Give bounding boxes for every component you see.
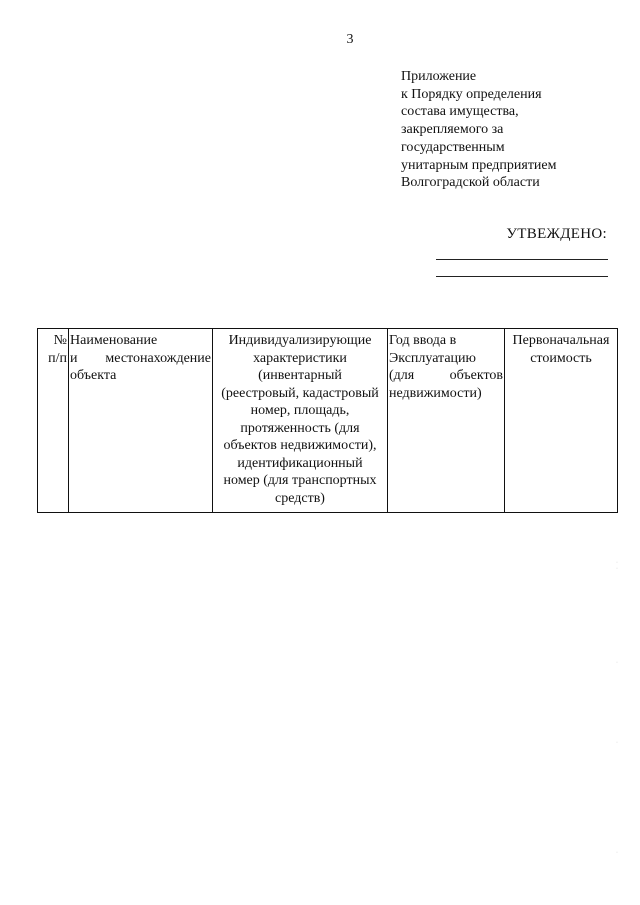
page-number: 3 <box>346 32 354 47</box>
header-line: характеристики <box>253 350 347 366</box>
header-name <box>69 329 213 513</box>
header-line: (реестровый, кадастровый <box>221 385 379 401</box>
header-line: Эксплуатацию <box>389 350 477 366</box>
header-line: идентификационный <box>237 455 363 471</box>
header-line: Первоначальная <box>512 333 610 348</box>
header-line: (инвентарный <box>258 368 342 383</box>
header-line: Наименование <box>70 333 158 348</box>
header-line: Год ввода в <box>389 333 457 348</box>
appendix-line: унитарным предприятием <box>401 157 557 173</box>
scan-artifact: · · <box>616 560 618 572</box>
asset-table <box>37 328 618 513</box>
appendix-line: закрепляемого за <box>401 122 504 138</box>
signature-line <box>436 259 608 260</box>
header-line: номер, площадь, <box>250 403 350 418</box>
header-line: № <box>53 333 67 348</box>
header-number <box>38 329 69 513</box>
appendix-line: Приложение <box>401 69 477 84</box>
signature-line <box>436 276 608 277</box>
table-header-row <box>38 329 618 513</box>
header-characteristics <box>213 329 388 513</box>
header-line: средств) <box>275 490 325 506</box>
header-year <box>388 329 505 513</box>
scan-artifact: · <box>616 660 618 666</box>
header-cost <box>505 329 618 513</box>
header-line: стоимость <box>530 350 592 366</box>
scan-artifact: · <box>616 850 618 856</box>
approved-label: УТВЕЖДЕНО: <box>506 226 607 242</box>
header-line: объектов недвижимости), <box>223 438 377 453</box>
appendix-line: к Порядку определения <box>401 86 542 102</box>
header-line: номер (для транспортных <box>223 473 377 488</box>
appendix-heading <box>401 68 611 192</box>
header-line: и местонахождение <box>70 350 211 366</box>
header-line: п/п <box>48 350 67 366</box>
header-line: протяженность (для <box>240 420 360 436</box>
appendix-line: состава имущества, <box>401 104 519 120</box>
appendix-line: государственным <box>401 139 505 155</box>
header-line: объекта <box>70 368 117 383</box>
appendix-line: Волгоградской области <box>401 175 540 191</box>
scan-artifact: · <box>616 740 618 746</box>
header-line: недвижимости) <box>389 385 482 401</box>
header-line: Индивидуализирующие <box>228 333 372 348</box>
header-line: (для объектов <box>389 368 503 383</box>
